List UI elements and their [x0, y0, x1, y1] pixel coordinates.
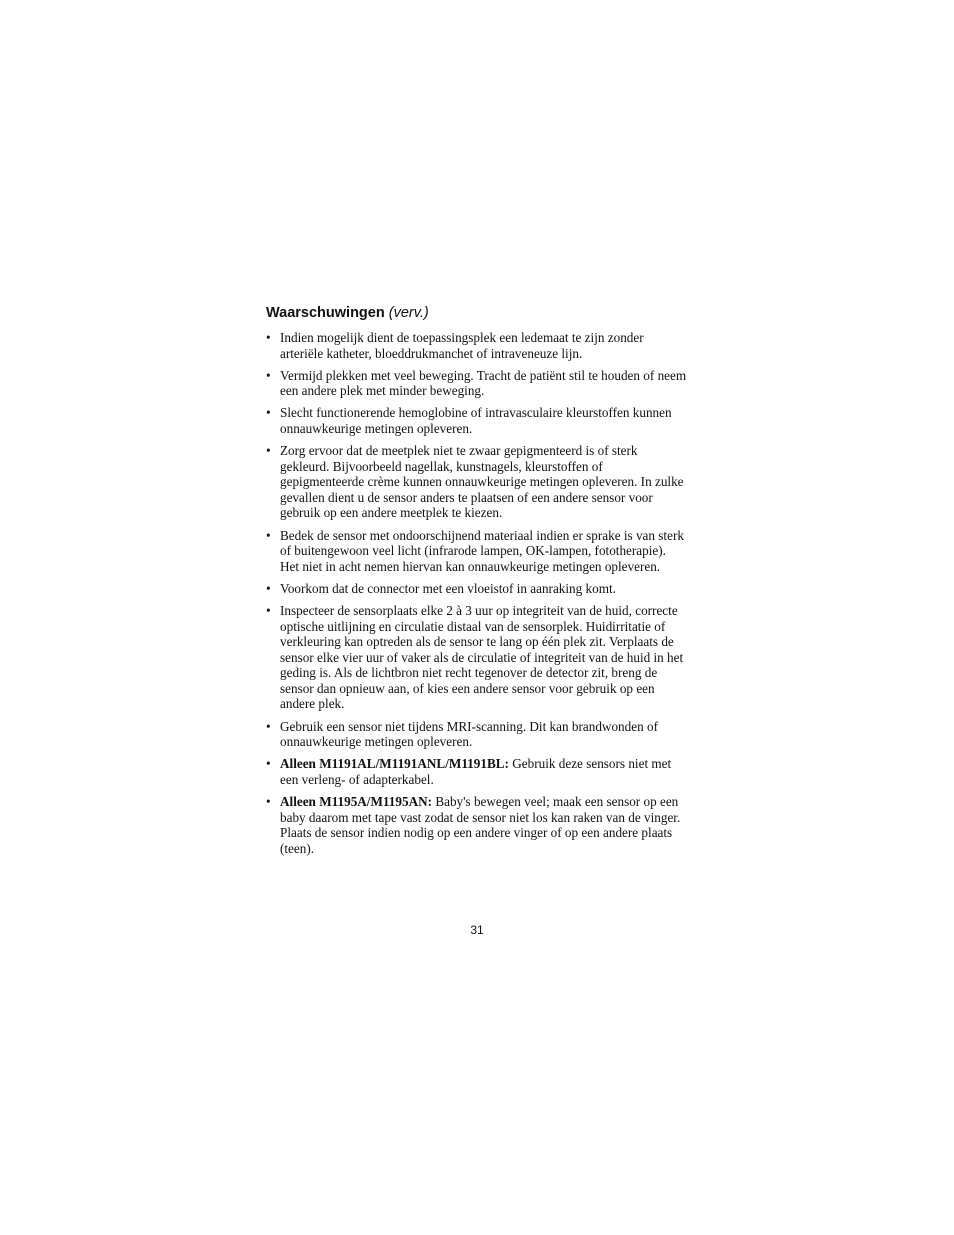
bullet: • [266, 756, 271, 772]
warning-text: Baby's bewegen veel; maak een sensor op een baby daarom met tape vast zodat de sensor niet los kan raken van de vinger. Plaats de sensor indien nodig op een andere vinger of op een andere plaats (teen). [280, 793, 681, 856]
warning-lead: Alleen M1191AL/M1191ANL/M1191BL: [280, 756, 509, 772]
warning-text: Bedek de sensor met ondoorschijnend materiaal indien er sprake is van sterk of buitengewoon veel licht (infrarode lampen, OK-lampen, fototherapie). Het niet in acht nemen hiervan kan onnauwkeurige metingen opleveren. [280, 527, 684, 574]
warning-lead: Alleen M1195A/M1195AN: [280, 793, 433, 809]
bullet: • [266, 527, 271, 543]
warning-item [266, 756, 688, 787]
bullet: • [266, 718, 271, 734]
section-subtitle: (verv.) [388, 305, 429, 321]
warning-text: Gebruik deze sensors niet met een verleng- of adapterkabel. [280, 756, 672, 787]
document-content [266, 304, 688, 863]
bullet: • [266, 443, 271, 459]
warning-item [266, 794, 688, 856]
warning-item [266, 719, 688, 750]
bullet: • [266, 793, 271, 809]
bullet: • [266, 602, 271, 618]
page-number: 31 [470, 923, 484, 937]
bullet: • [266, 580, 271, 596]
warning-item [266, 581, 688, 597]
warning-item [266, 405, 688, 436]
warning-text: Gebruik een sensor niet tijdens MRI-scanning. Dit kan brandwonden of onnauwkeurige metingen opleveren. [280, 718, 658, 750]
warning-item [266, 603, 688, 712]
warning-list [266, 330, 688, 856]
warning-text: Zorg ervoor dat de meetplek niet te zwaar gepigmenteerd is of sterk gekleurd. Bijvoorbeeld nagellak, kunstnagels, kleurstoffen of gepigmenteerde crème kunnen onnauwkeurige metingen opleveren. In zulke gevallen dient u de sensor anders te plaatsen of een andere sensor voor gebruik op een andere meetplek te kiezen. [280, 443, 684, 521]
warning-text: Vermijd plekken met veel beweging. Tracht de patiënt stil te houden of neem een andere plek met minder beweging. [280, 367, 687, 399]
warning-text: Indien mogelijk dient de toepassingsplek een ledemaat te zijn zonder arteriële katheter, bloeddrukmanchet of intraveneuze lijn. [280, 330, 644, 361]
warning-item [266, 443, 688, 521]
warning-item [266, 368, 688, 399]
warning-item [266, 528, 688, 575]
warning-text: Inspecteer de sensorplaats elke 2 à 3 uur op integriteit van de huid, correcte optische uitlijning en circulatie distaal van de sensorplek. Huidirritatie of verkleuring kan optreden als de sensor te lang op één plek zit. Verplaats de sensor elke vier uur of vaker als de circulatie of integriteit van de huid in het geding is. Als de lichtbron niet recht tegenover de detector zit, breng de sensor dan opnieuw aan, of kies een andere sensor voor gebruik op een andere plek. [280, 602, 684, 712]
warning-text: Voorkom dat de connector met een vloeistof in aanraking komt. [280, 580, 616, 596]
warning-item [266, 330, 688, 361]
warning-text: Slecht functionerende hemoglobine of intravasculaire kleurstoffen kunnen onnauwkeurige metingen opleveren. [280, 405, 672, 436]
bullet: • [266, 405, 271, 421]
bullet: • [266, 367, 271, 383]
bullet: • [266, 330, 271, 345]
section-title: Waarschuwingen [266, 305, 385, 321]
section-heading [266, 304, 688, 322]
